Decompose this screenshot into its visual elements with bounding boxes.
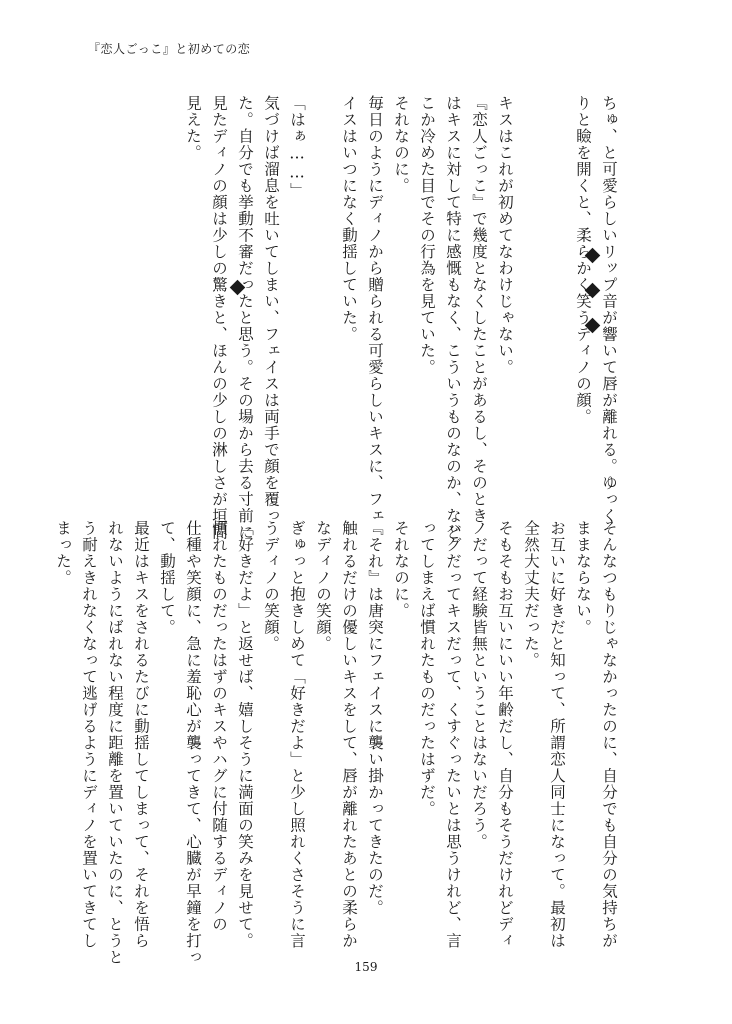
text-line: はキスに対して特に感慨もなく、こういうものなのか、など <box>444 95 462 541</box>
text-line: そもそもお互いにいい年齢だし、自分もそうだけれどディ <box>496 520 514 949</box>
text-line: 最近はキスをされるたびに動揺してしまって、それを悟ら <box>132 520 150 949</box>
text-line: 触れるだけの優しいキスをして、唇が離れたあとの柔らか <box>340 520 358 949</box>
text-line: ハグだってキスだって、くすぐったいとは思うけれど、言 <box>444 520 462 949</box>
text-line: うディノの笑顔。 <box>262 520 280 652</box>
text-line: それなのに。 <box>392 95 410 194</box>
text-line: 『恋人ごっこ』で幾度となくしたことがあるし、そのとき <box>470 95 488 524</box>
text-line: 『それ』は唐突にフェイスに襲い掛かってきたのだ。 <box>366 520 384 916</box>
text-line: なディノの笑顔。 <box>314 520 332 652</box>
text-line: ちゅ、と可愛らしいリップ音が響いて唇が離れる。ゆっく <box>600 95 618 524</box>
text-line: れないようにばれない程度に距離を置いていたのに、とうと <box>106 520 124 966</box>
text-line: キスはこれが初めてなわけじゃない。 <box>496 95 514 376</box>
text-line: 慣れたものだったはずのキスやハグに付随するディノの <box>210 520 228 933</box>
text-line: 見たディノの顔は少しの驚きと、ほんの少しの淋しさが垣間 <box>210 95 228 541</box>
text-line: ノだって経験皆無ということはないだろう。 <box>470 520 488 850</box>
text-line: 仕種や笑顔に、急に羞恥心が襲ってきて、心臓が早鐘を打っ <box>184 520 202 966</box>
page-number: 159 <box>354 960 378 974</box>
running-header: 『恋人ごっこ』と初めての恋 <box>88 42 251 56</box>
text-line: た。自分でも挙動不審だったと思う。その場から去る寸前に <box>236 95 254 541</box>
text-line: そんなつもりじゃなかったのに、自分でも自分の気持ちが <box>600 520 618 949</box>
text-line: りと瞼を開くと、柔らかく笑うディノの顔。 <box>574 95 592 425</box>
text-line: ってしまえば慣れたものだったはずだ。 <box>418 520 436 817</box>
text-line: 「好きだよ」と返せば、嬉しそうに満面の笑みを見せて。 <box>236 520 254 949</box>
text-line: イスはいつになく動揺していた。 <box>340 95 358 343</box>
text-line: こか冷めた目でその行為を見ていた。 <box>418 95 436 376</box>
text-line: 毎日のようにディノから贈られる可愛らしいキスに、フェ <box>366 95 384 524</box>
top-text-block <box>180 95 622 541</box>
text-line: 全然大丈夫だった。 <box>522 520 540 669</box>
text-line: て、動揺して。 <box>158 520 176 636</box>
text-line: う耐えきれなくなって逃げるようにディノを置いてきてし <box>80 520 98 949</box>
text-line: まった。 <box>54 520 72 586</box>
text-line: 見えた。 <box>184 95 202 161</box>
text-line: お互いに好きだと知って、所謂恋人同士になって。最初は <box>548 520 566 949</box>
bottom-text-block <box>50 520 622 966</box>
text-line: それなのに。 <box>392 520 410 619</box>
text-line: 「はぁ……」 <box>288 95 306 199</box>
text-line: 気づけば溜息を吐いてしまい、フェイスは両手で顔を覆っ <box>262 95 280 524</box>
text-line: ぎゅっと抱きしめて「好きだよ」と少し照れくさそうに言 <box>288 520 306 949</box>
text-line: ままならない。 <box>574 520 592 636</box>
